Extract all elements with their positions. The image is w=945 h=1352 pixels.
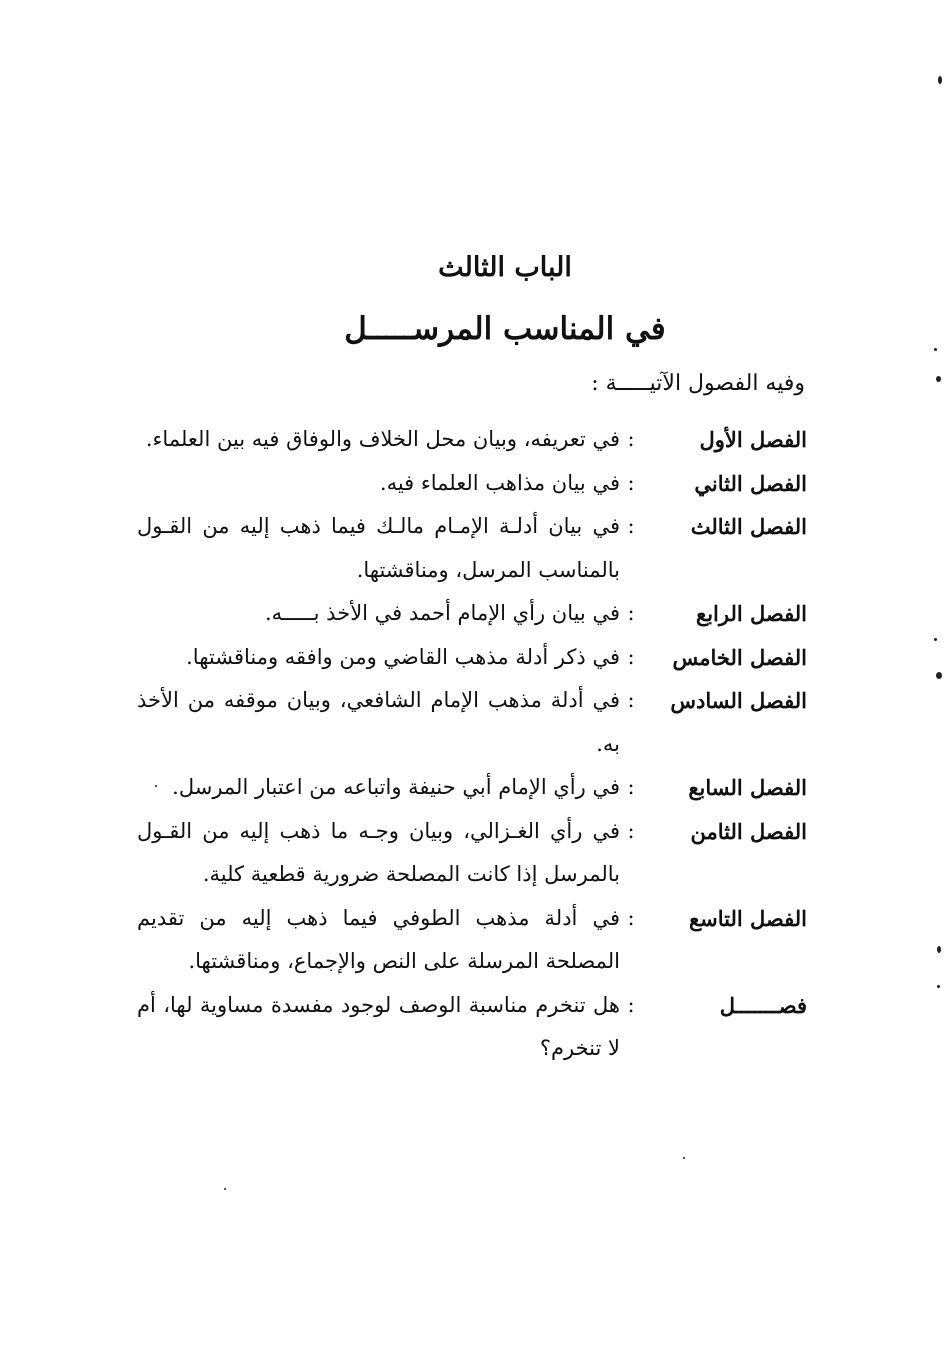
chapter-separator: : (627, 775, 635, 799)
chapter-item (137, 810, 807, 897)
chapter-item (137, 505, 807, 592)
chapter-label: الفصل الثالث (690, 514, 807, 539)
chapter-separator: : (627, 905, 635, 930)
chapter-separator: : (627, 992, 635, 1017)
chapter-label: الفصل السابع (688, 775, 807, 800)
part-title: الباب الثالث (438, 252, 572, 283)
scan-speck (155, 785, 157, 787)
intro-line: وفيه الفصول الآتيـــــة : (591, 371, 805, 396)
part-subtitle: في المناسب المرســـــل (344, 311, 666, 347)
chapter-separator: : (627, 470, 635, 495)
scan-speck (224, 1188, 226, 1190)
chapter-description: في بيان أدلـة الإمـام مالـك فيما ذهب إليه من القـول بالمناسب المرسل، ومناقشتها. (137, 514, 620, 582)
chapter-label: الفصل السادس (670, 688, 807, 713)
scan-speck (936, 376, 941, 382)
chapter-description: في رأي الغـزالي، وبيان وجـه ما ذهب إليه من القـول بالمرسل إذا كانت المصلحة ضرورية قطعية كلية. (137, 818, 620, 886)
scan-speck (934, 348, 937, 351)
scan-speck (936, 672, 942, 679)
chapter-label: الفصل الخامس (672, 644, 807, 670)
chapter-item (137, 766, 807, 810)
chapter-item (137, 592, 807, 636)
chapter-label: الفصل الثاني (694, 470, 807, 496)
chapter-description: في أدلة مذهب الإمام الشافعي، وبيان موقفه من الأخذ به. (137, 688, 620, 756)
chapter-description: في تعريفه، وبيان محل الخلاف والوفاق فيه بين العلماء. (145, 427, 620, 451)
chapter-label: الفصل التاسع (688, 905, 807, 931)
chapter-separator: : (627, 818, 635, 843)
scan-speck (934, 638, 937, 641)
chapter-separator: : (627, 601, 635, 625)
chapter-description: في ذكر أدلة مذهب القاضي ومن وافقه ومناقشتها. (186, 644, 620, 669)
scan-speck (938, 76, 942, 84)
chapter-item (137, 636, 807, 680)
chapter-label: الفصل الثامن (690, 818, 807, 844)
chapter-list (137, 418, 807, 1071)
chapter-description: في أدلة مذهب الطوفي فيما ذهب إليه من تقديم المصلحة المرسلة على النص والإجماع، ومناقشتها. (137, 905, 620, 973)
chapter-label: فصـــــــل (719, 992, 807, 1018)
chapter-label: الفصل الرابع (696, 601, 807, 626)
chapter-item (137, 418, 807, 462)
chapter-item (137, 984, 807, 1071)
chapter-separator: : (627, 427, 635, 451)
chapter-separator: : (627, 644, 635, 669)
chapter-description: في رأي الإمام أبي حنيفة واتباعه من اعتبار المرسل. (172, 775, 620, 799)
chapter-description: هل تنخرم مناسبة الوصف لوجود مفسدة مساوية لها، أم لا تنخرم؟ (137, 992, 620, 1060)
chapter-description: في بيان مذاهب العلماء فيه. (379, 470, 620, 495)
chapter-label: الفصل الأول (699, 427, 807, 452)
chapter-description: في بيان رأي الإمام أحمد في الأخذ بـــــه. (264, 601, 620, 625)
chapter-item (137, 462, 807, 506)
scan-speck (683, 1157, 685, 1159)
scan-speck (937, 946, 941, 953)
scan-speck (937, 985, 940, 988)
chapter-separator: : (627, 688, 635, 712)
chapter-item (137, 897, 807, 984)
chapter-item (137, 679, 807, 766)
chapter-separator: : (627, 514, 635, 538)
